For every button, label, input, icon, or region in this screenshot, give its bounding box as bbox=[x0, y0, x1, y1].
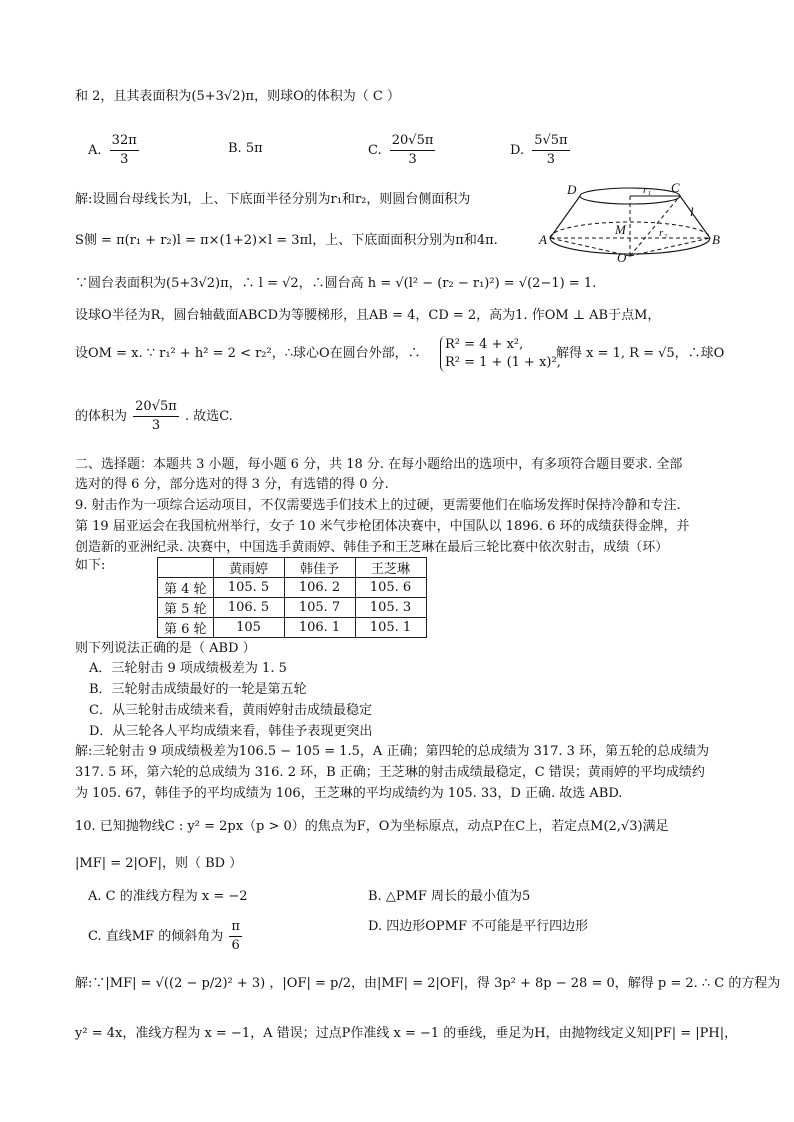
table-cell: 105. 3 bbox=[355, 598, 426, 618]
generatrix-left bbox=[550, 196, 580, 238]
label-r2: r₂ bbox=[659, 227, 668, 239]
system-equation-2: R² = 1 + (1 + x)², bbox=[445, 355, 561, 370]
table-cell: 105. 1 bbox=[355, 618, 426, 638]
label-b: B bbox=[712, 232, 720, 247]
denominator: 3 bbox=[408, 152, 417, 167]
q10-solution-line-2: y² = 4x，准线方程为 x = −1，A 错误；过点P作准线 x = −1 的垂线，垂足为H，由抛物线定义知|PF| = |PH|， bbox=[75, 1026, 738, 1041]
denominator: 3 bbox=[546, 152, 556, 167]
label-l: l bbox=[690, 204, 694, 219]
table-cell: 105. 5 bbox=[213, 578, 284, 598]
table-cell: 第 6 轮 bbox=[158, 618, 214, 638]
section-2-line-2: 选对的得 6 分，部分选对的得 3 分，有选错的得 0 分. bbox=[75, 477, 389, 492]
q9-stem-line-4: 如下: bbox=[75, 558, 106, 573]
fraction bbox=[110, 132, 139, 169]
line-oc bbox=[630, 196, 680, 256]
table-header-cell: 王芝琳 bbox=[355, 558, 426, 578]
numerator: 20√5π bbox=[390, 132, 436, 151]
text: ，|OF| = p/2，由|MF| = 2|OF|，得 3p² + 8p − 28 = 0，解得 p = 2. ∴ C 的方程为 bbox=[269, 976, 781, 991]
table-cell: 105 bbox=[213, 618, 284, 638]
label-r1: r₁ bbox=[643, 184, 652, 196]
numerator: π bbox=[229, 918, 242, 937]
numerator: 5√5π bbox=[532, 132, 569, 151]
q8-solution-line-4: 设球O半径为R，圆台轴截面ABCD为等腰梯形，且AB = 4，CD = 2，高为1. 作OM ⊥ AB于点M， bbox=[75, 308, 661, 323]
denominator: 3 bbox=[151, 418, 161, 433]
q10-option-b: B. △PMF 周长的最小值为5 bbox=[368, 889, 531, 904]
fraction bbox=[133, 398, 179, 435]
q9-choice-c: C．从三轮射击成绩来看，黄雨婷射击成绩最稳定 bbox=[89, 703, 372, 718]
q8-stem: 和 2，且其表面积为(5+3√2)π，则球O的体积为（ C ） bbox=[75, 89, 400, 104]
frustum-diagram bbox=[535, 180, 725, 270]
table-cell: 106. 1 bbox=[284, 618, 355, 638]
option-label: D. bbox=[510, 143, 525, 158]
option-label: C. bbox=[368, 143, 382, 158]
fraction bbox=[532, 132, 569, 169]
table-cell: 105. 7 bbox=[284, 598, 355, 618]
label-o: O bbox=[617, 250, 627, 265]
q8-solution-line-5: 设OM = x. ∵ r₁² + h² = 2 < r₂²，∴球心O在圆台外部，∴ bbox=[75, 346, 421, 361]
q10-stem-line-1: 10. 已知抛物线C : y² = 2px（p > 0）的焦点为F，O为坐标原点，动点P在C上，若定点M(2,√3)满足 bbox=[75, 819, 669, 834]
q8-option-d bbox=[510, 132, 572, 169]
q9-solution-line-2: 317. 5 环，第六轮的总成绩为 316. 2 环，B 正确；王芝琳的射击成绩最稳定，C 错误；黄雨婷的平均成绩约 bbox=[75, 765, 705, 780]
table-cell: 第 5 轮 bbox=[158, 598, 214, 618]
equation-system bbox=[440, 336, 561, 372]
text: C. 直线MF 的倾斜角为 bbox=[88, 929, 224, 944]
table-row bbox=[158, 618, 427, 638]
table-cell: 106. 5 bbox=[213, 598, 284, 618]
fraction bbox=[229, 918, 242, 955]
score-table bbox=[157, 557, 427, 638]
text: . 故选C. bbox=[184, 409, 233, 424]
table-header-row bbox=[158, 558, 427, 578]
q9-stem-line-1: 9. 射击作为一项综合运动项目，不仅需要选手们技术上的过硬，更需要他们在临场发挥时保持冷静和专注. bbox=[75, 498, 681, 513]
q8-solution-line-1: 解:设圆台母线长为l，上、下底面半径分别为r₁和r₂，则圆台侧面积为 bbox=[75, 192, 471, 207]
q9-question: 则下列说法正确的是（ ABD ） bbox=[75, 641, 256, 656]
table-row bbox=[158, 598, 427, 618]
system-equation-1: R² = 4 + x², bbox=[445, 337, 524, 352]
denominator: 3 bbox=[120, 152, 129, 167]
label-a: A bbox=[539, 232, 547, 247]
q8-solution-line-3: ∵圆台表面积为(5+3√2)π，∴ l = √2，∴圆台高 h = √(l² − (r₂ − r₁)²) = √(2−1) = 1. bbox=[75, 276, 597, 291]
q10-option-a: A. C 的准线方程为 x = −2 bbox=[88, 889, 248, 904]
table-cell: 105. 6 bbox=[355, 578, 426, 598]
fraction bbox=[390, 132, 436, 169]
radical-expression: √((2 − p/2)² + 3) bbox=[155, 976, 266, 991]
q10-solution-line-1 bbox=[75, 975, 780, 993]
table-header-cell: 韩佳予 bbox=[284, 558, 355, 578]
generatrix-right bbox=[680, 196, 710, 238]
section-2-line-1: 二、选择题：本题共 3 小题，每小题 6 分，共 18 分. 在每小题给出的选项中，有多项符合题目要求. 全部 bbox=[75, 457, 683, 472]
table-cell: 106. 2 bbox=[284, 578, 355, 598]
q9-choice-a: A．三轮射击 9 项成绩极差为 1. 5 bbox=[89, 661, 287, 676]
option-label: B. 5π bbox=[228, 141, 263, 156]
text: 的体积为 bbox=[75, 409, 128, 424]
numerator: 20√5π bbox=[133, 398, 179, 417]
label-c: C bbox=[671, 180, 680, 195]
q9-stem-line-2: 第 19 届亚运会在我国杭州举行，女子 10 米气步枪团体决赛中，中国队以 1896. 6 环的成绩获得金牌，并 bbox=[75, 519, 690, 534]
q8-solution-line-6 bbox=[75, 398, 233, 435]
q10-stem-line-2: |MF| = 2|OF|，则（ BD ） bbox=[75, 856, 243, 871]
q8-option-c bbox=[368, 132, 437, 169]
denominator: 6 bbox=[231, 938, 240, 953]
q10-option-c bbox=[88, 918, 244, 955]
q10-option-d: D. 四边形OPMF 不可能是平行四边形 bbox=[368, 919, 589, 934]
q9-choice-d: D．从三轮各人平均成绩来看，韩佳予表现更突出 bbox=[89, 724, 373, 739]
q9-stem-line-3: 创造新的亚洲纪录. 决赛中，中国选手黄雨婷、韩佳予和王芝琳在最后三轮比赛中依次射击，成绩（环） bbox=[75, 540, 669, 555]
q9-solution-line-3: 为 105. 67，韩佳予的平均成绩为 106，王芝琳的平均成绩约为 105. 33，D 正确. 故选 ABD. bbox=[75, 786, 623, 801]
q8-option-a bbox=[88, 132, 141, 169]
label-d: D bbox=[567, 182, 577, 197]
table-row bbox=[158, 578, 427, 598]
option-label: A. bbox=[88, 143, 102, 158]
table-header-cell bbox=[158, 558, 214, 578]
table-header-cell: 黄雨婷 bbox=[213, 558, 284, 578]
q9-choice-b: B．三轮射击成绩最好的一轮是第五轮 bbox=[89, 682, 307, 697]
numerator: 32π bbox=[110, 132, 139, 151]
text: 解:∵|MF| = bbox=[75, 976, 152, 991]
table-cell: 第 4 轮 bbox=[158, 578, 214, 598]
label-m: M bbox=[615, 222, 626, 237]
q9-solution-line-1: 解:三轮射击 9 项成绩极差为106.5 − 105 = 1.5，A 正确；第四轮的总成绩为 317. 3 环，第五轮的总成绩为 bbox=[75, 744, 710, 759]
q8-solution-line-2: S侧 = π(r₁ + r₂)l = π×(1+2)×l = 3πl，上、下底面面积分别为π和4π. bbox=[75, 233, 498, 248]
q8-option-b bbox=[228, 141, 265, 156]
q8-solution-result: 解得 x = 1, R = √5，∴球O bbox=[556, 346, 725, 361]
